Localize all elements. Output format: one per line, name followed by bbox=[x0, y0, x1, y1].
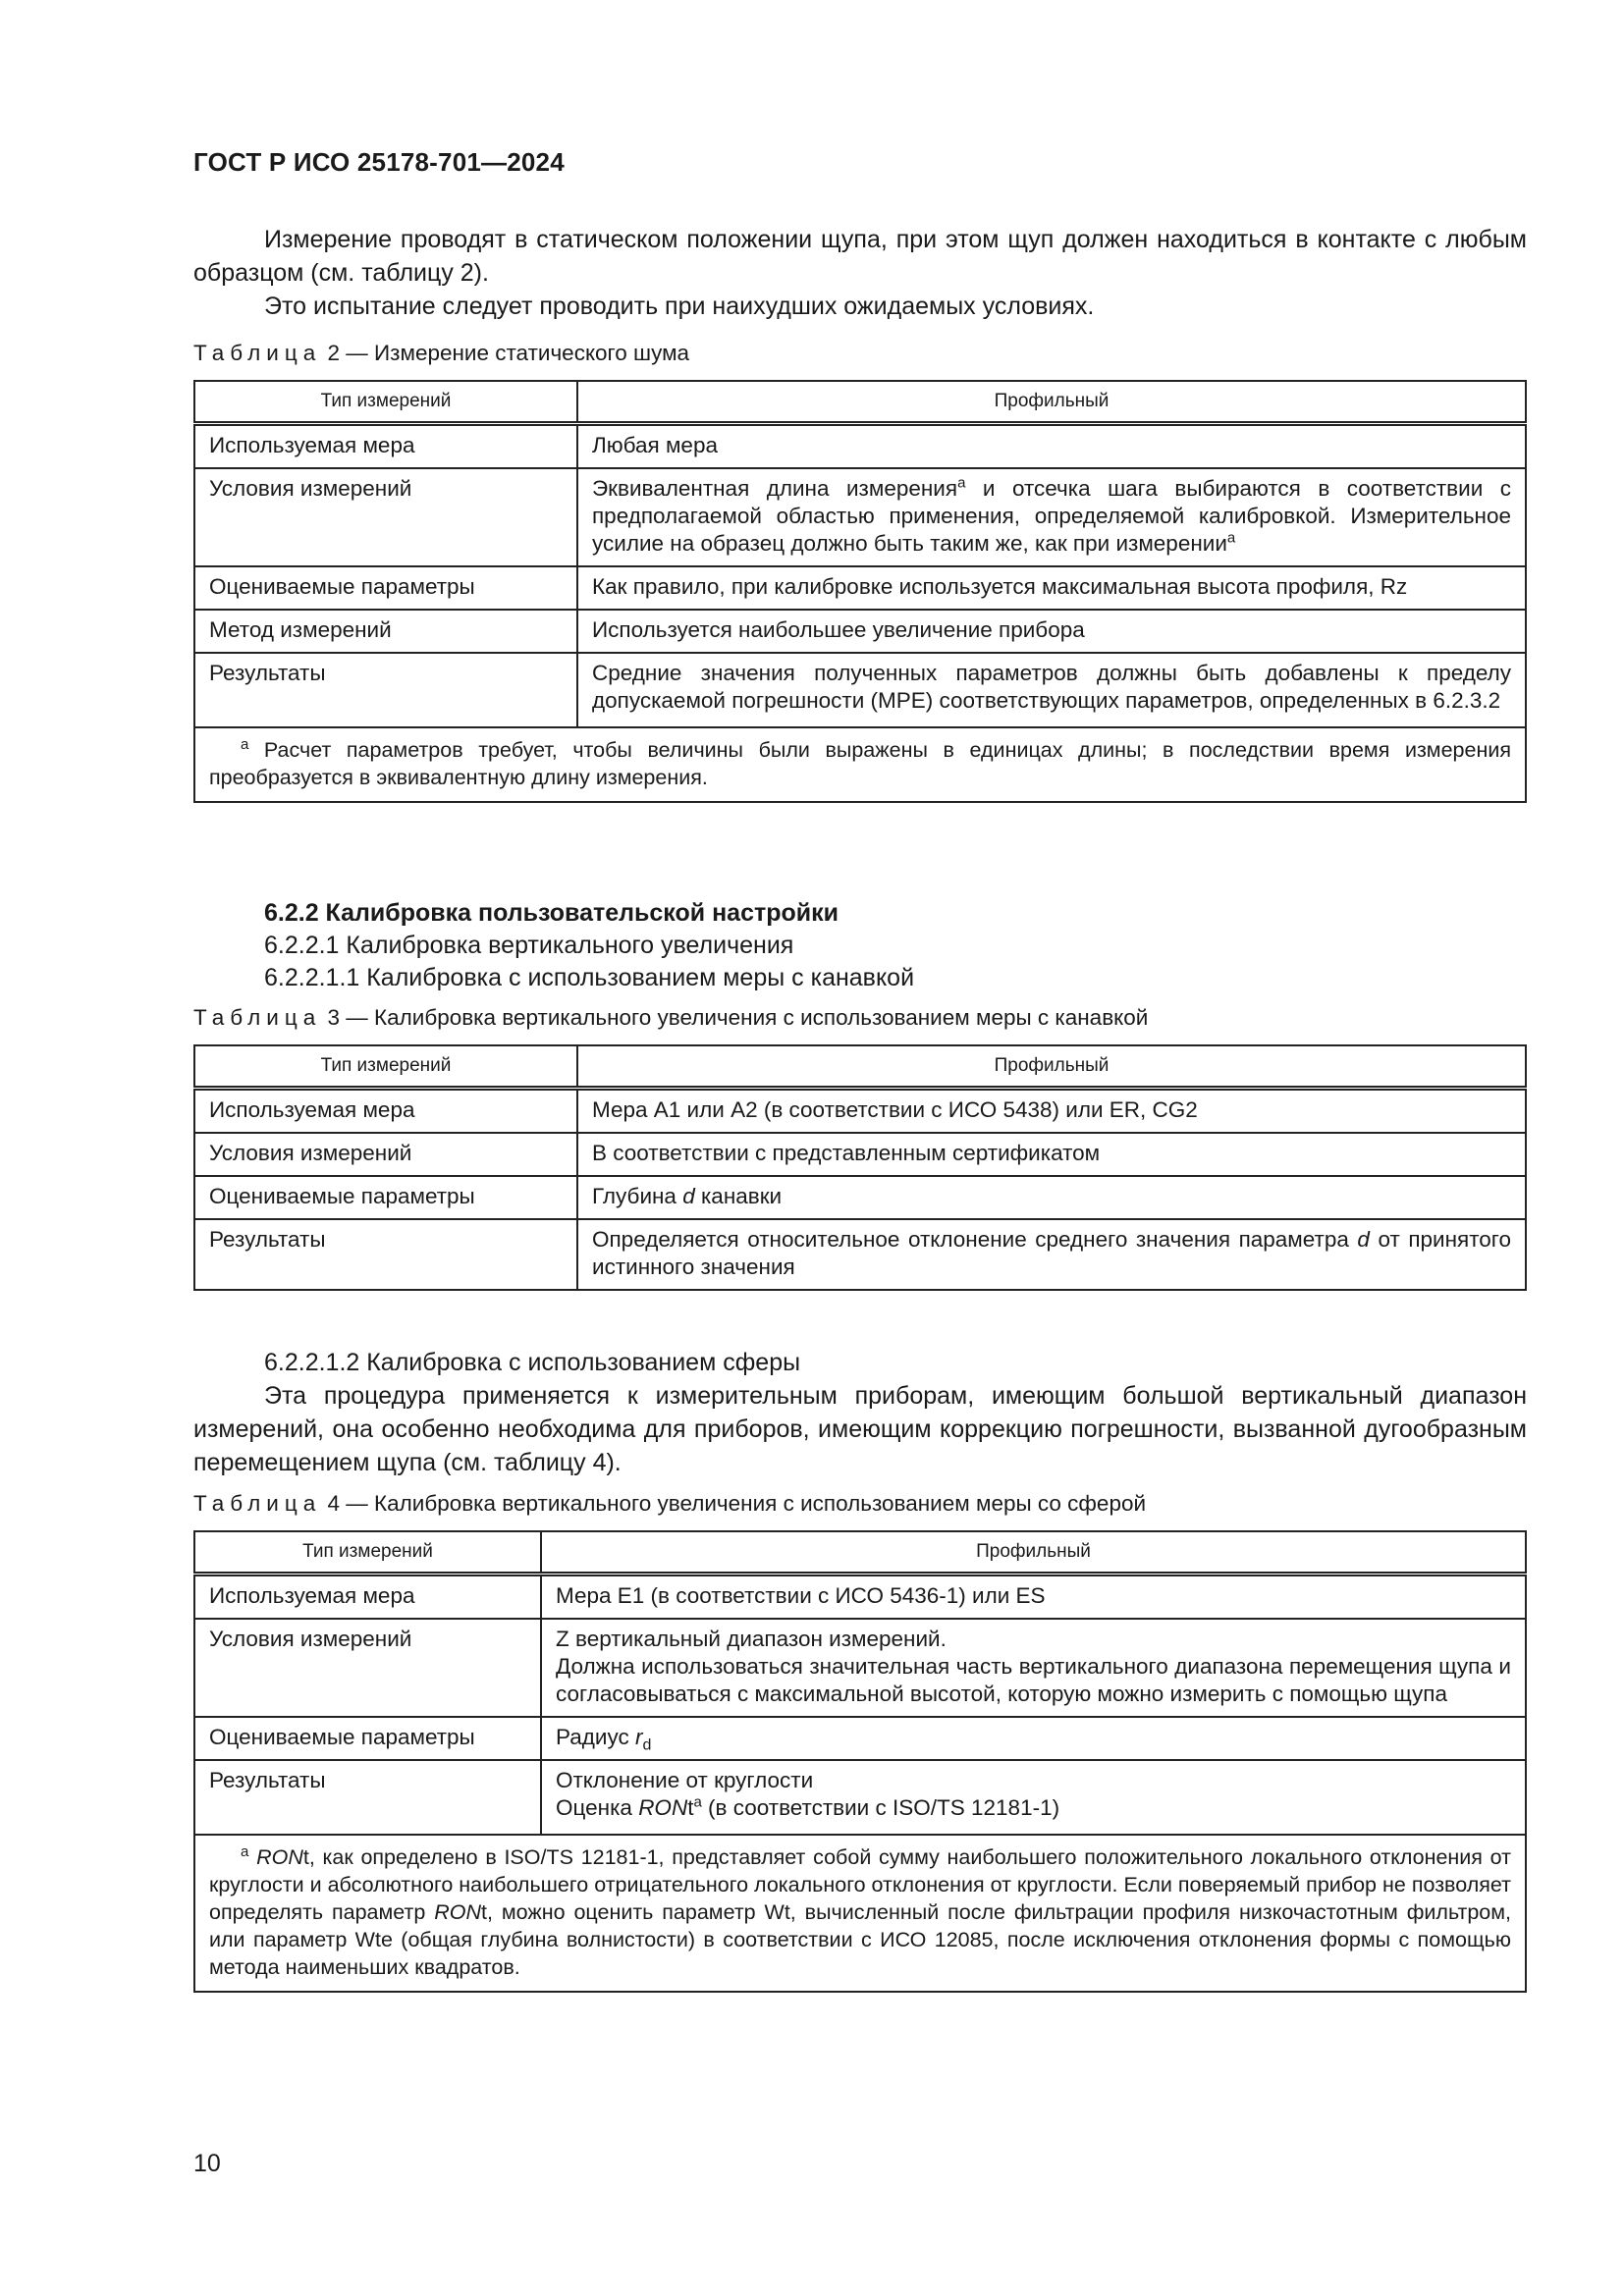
table-row bbox=[194, 1133, 1526, 1176]
document-header: ГОСТ Р ИСО 25178-701—2024 bbox=[193, 147, 565, 177]
row-label: Используемая мера bbox=[194, 1089, 577, 1134]
row-label: Метод измерений bbox=[194, 610, 577, 653]
table-note-row bbox=[194, 1835, 1526, 1992]
row-label: Оцениваемые параметры bbox=[194, 1717, 541, 1760]
row-label: Используемая мера bbox=[194, 1575, 541, 1620]
intro-paragraph-2: Это испытание следует проводить при наихудших ожидаемых условиях. bbox=[264, 293, 1095, 320]
table-3 bbox=[193, 1044, 1527, 1291]
row-value: Средние значения полученных параметров должны быть добавлены к пределу допускаемой погрешности (MPE) соответствующих параметров, определенных в 6.2.3.2 bbox=[577, 653, 1526, 727]
row-value: Отклонение от круглости Оценка RONt$^a$ (в соответствии с ISO/TS 12181-1) bbox=[541, 1760, 1526, 1835]
table-row bbox=[194, 653, 1526, 727]
row-value: Радиус $r_d$ bbox=[541, 1717, 1526, 1760]
table-row bbox=[194, 1575, 1526, 1620]
table-header-row bbox=[194, 381, 1526, 424]
table-3-caption: Таблица 3 — Калибровка вертикального увеличения с использованием меры с канавкой bbox=[193, 1005, 1149, 1030]
table-row bbox=[194, 1176, 1526, 1219]
section-headings bbox=[193, 897, 1527, 994]
row-value: Мера А1 или А2 (в соответствии с ИСО 5438) или ER, CG2 bbox=[577, 1089, 1526, 1134]
row-value: Определяется относительное отклонение среднего значения параметра d от принятого истинного значения bbox=[577, 1219, 1526, 1290]
column-header: Тип измерений bbox=[194, 1045, 577, 1089]
table-row bbox=[194, 1619, 1526, 1717]
table-header-row bbox=[194, 1531, 1526, 1575]
column-header: Тип измерений bbox=[194, 381, 577, 424]
section-paragraph: Эта процедура применяется к измерительным приборам, имеющим большой вертикальный диапазон измерений, она особенно необходима для приборов, имеющим коррекцию погрешности, вызванной дугообразным перемещением щупа (см. таблицу 4). bbox=[193, 1382, 1527, 1476]
row-value: Z вертикальный диапазон измерений. Должна использоваться значительная часть вертикального диапазона перемещения щупа и согласовываться с максимальной высотой, которую можно измерить с помощью щупа bbox=[541, 1619, 1526, 1717]
row-label: Результаты bbox=[194, 653, 577, 727]
section-heading-6-2-2-1: 6.2.2.1 Калибровка вертикального увеличения bbox=[264, 932, 794, 959]
table-row bbox=[194, 1219, 1526, 1290]
footnote-marker: a bbox=[241, 1842, 249, 1860]
column-header: Профильный bbox=[577, 381, 1526, 424]
table-footnote: $^a$ Расчет параметров требует, чтобы величины были выражены в единицах длины; в последствии время измерения преобразуется в эквивалентную длину измерения. bbox=[194, 727, 1526, 802]
table-header-row bbox=[194, 1045, 1526, 1089]
row-label: Результаты bbox=[194, 1760, 541, 1835]
footnote-marker: a bbox=[241, 735, 249, 753]
table-row bbox=[194, 468, 1526, 566]
section-6-2-2-1-2 bbox=[193, 1347, 1527, 1479]
table-2 bbox=[193, 380, 1527, 803]
row-label: Используемая мера bbox=[194, 424, 577, 469]
row-value: Мера Е1 (в соответствии с ИСО 5436-1) или ES bbox=[541, 1575, 1526, 1620]
table-note-row bbox=[194, 727, 1526, 802]
footnote-marker: a bbox=[693, 1793, 702, 1811]
table-row bbox=[194, 1717, 1526, 1760]
table-3-block bbox=[193, 1003, 1527, 1291]
table-row bbox=[194, 1760, 1526, 1835]
table-footnote: $^a$ RONt, как определено в ISO/TS 12181-1, представляет собой сумму наибольшего положительного локального отклонения от круглости и абсолютного наибольшего отрицательного локального отклонения от круглости. Если поверяемый прибор не позволяет определять параметр RONt, можно оценить параметр Wt, вычисленный после фильтрации профиля низкочастотным фильтром, или параметр Wte (общая глубина волнистости) в соответствии с ИСО 12085, после исключения отклонения формы с помощью метода наименьших квадратов. bbox=[194, 1835, 1526, 1992]
table-4-block bbox=[193, 1489, 1527, 1993]
section-heading-6-2-2-1-2: 6.2.2.1.2 Калибровка с использованием сферы bbox=[264, 1349, 801, 1376]
row-value: Используется наибольшее увеличение прибора bbox=[577, 610, 1526, 653]
row-value: Любая мера bbox=[577, 424, 1526, 469]
page-number: 10 bbox=[193, 2150, 221, 2177]
row-label: Условия измерений bbox=[194, 468, 577, 566]
column-header: Тип измерений bbox=[194, 1531, 541, 1575]
row-label: Оцениваемые параметры bbox=[194, 566, 577, 610]
table-row bbox=[194, 610, 1526, 653]
footnote-marker: a bbox=[1226, 529, 1236, 547]
intro-paragraph-1: Измерение проводят в статическом положении щупа, при этом щуп должен находиться в контакте с любым образцом (см. таблицу 2). bbox=[193, 226, 1527, 287]
section-heading-6-2-2-1-1: 6.2.2.1.1 Калибровка с использованием меры с канавкой bbox=[264, 964, 915, 991]
table-2-caption: Таблица 2 — Измерение статического шума bbox=[193, 341, 690, 365]
row-label: Оцениваемые параметры bbox=[194, 1176, 577, 1219]
table-row bbox=[194, 566, 1526, 610]
column-header: Профильный bbox=[577, 1045, 1526, 1089]
row-label: Условия измерений bbox=[194, 1619, 541, 1717]
row-value: Эквивалентная длина измерения$^a$ и отсечка шага выбираются в соответствии с предполагаемой областью применения, определяемой калибровкой. Измерительное усилие на образец должно быть таким же, как при измерении$^a$ bbox=[577, 468, 1526, 566]
section-heading-6-2-2: 6.2.2 Калибровка пользовательской настройки bbox=[264, 899, 839, 927]
table-row bbox=[194, 1089, 1526, 1134]
table-4-caption: Таблица 4 — Калибровка вертикального увеличения с использованием меры со сферой bbox=[193, 1491, 1147, 1516]
column-header: Профильный bbox=[541, 1531, 1526, 1575]
table-4 bbox=[193, 1530, 1527, 1993]
table-row bbox=[194, 424, 1526, 469]
row-value: Глубина d канавки bbox=[577, 1176, 1526, 1219]
row-value: В соответствии с представленным сертификатом bbox=[577, 1133, 1526, 1176]
footnote-marker: a bbox=[957, 474, 966, 492]
table-2-block bbox=[193, 339, 1527, 803]
row-value: Как правило, при калибровке используется максимальная высота профиля, Rz bbox=[577, 566, 1526, 610]
intro-block bbox=[193, 223, 1527, 323]
row-label: Результаты bbox=[194, 1219, 577, 1290]
row-label: Условия измерений bbox=[194, 1133, 577, 1176]
